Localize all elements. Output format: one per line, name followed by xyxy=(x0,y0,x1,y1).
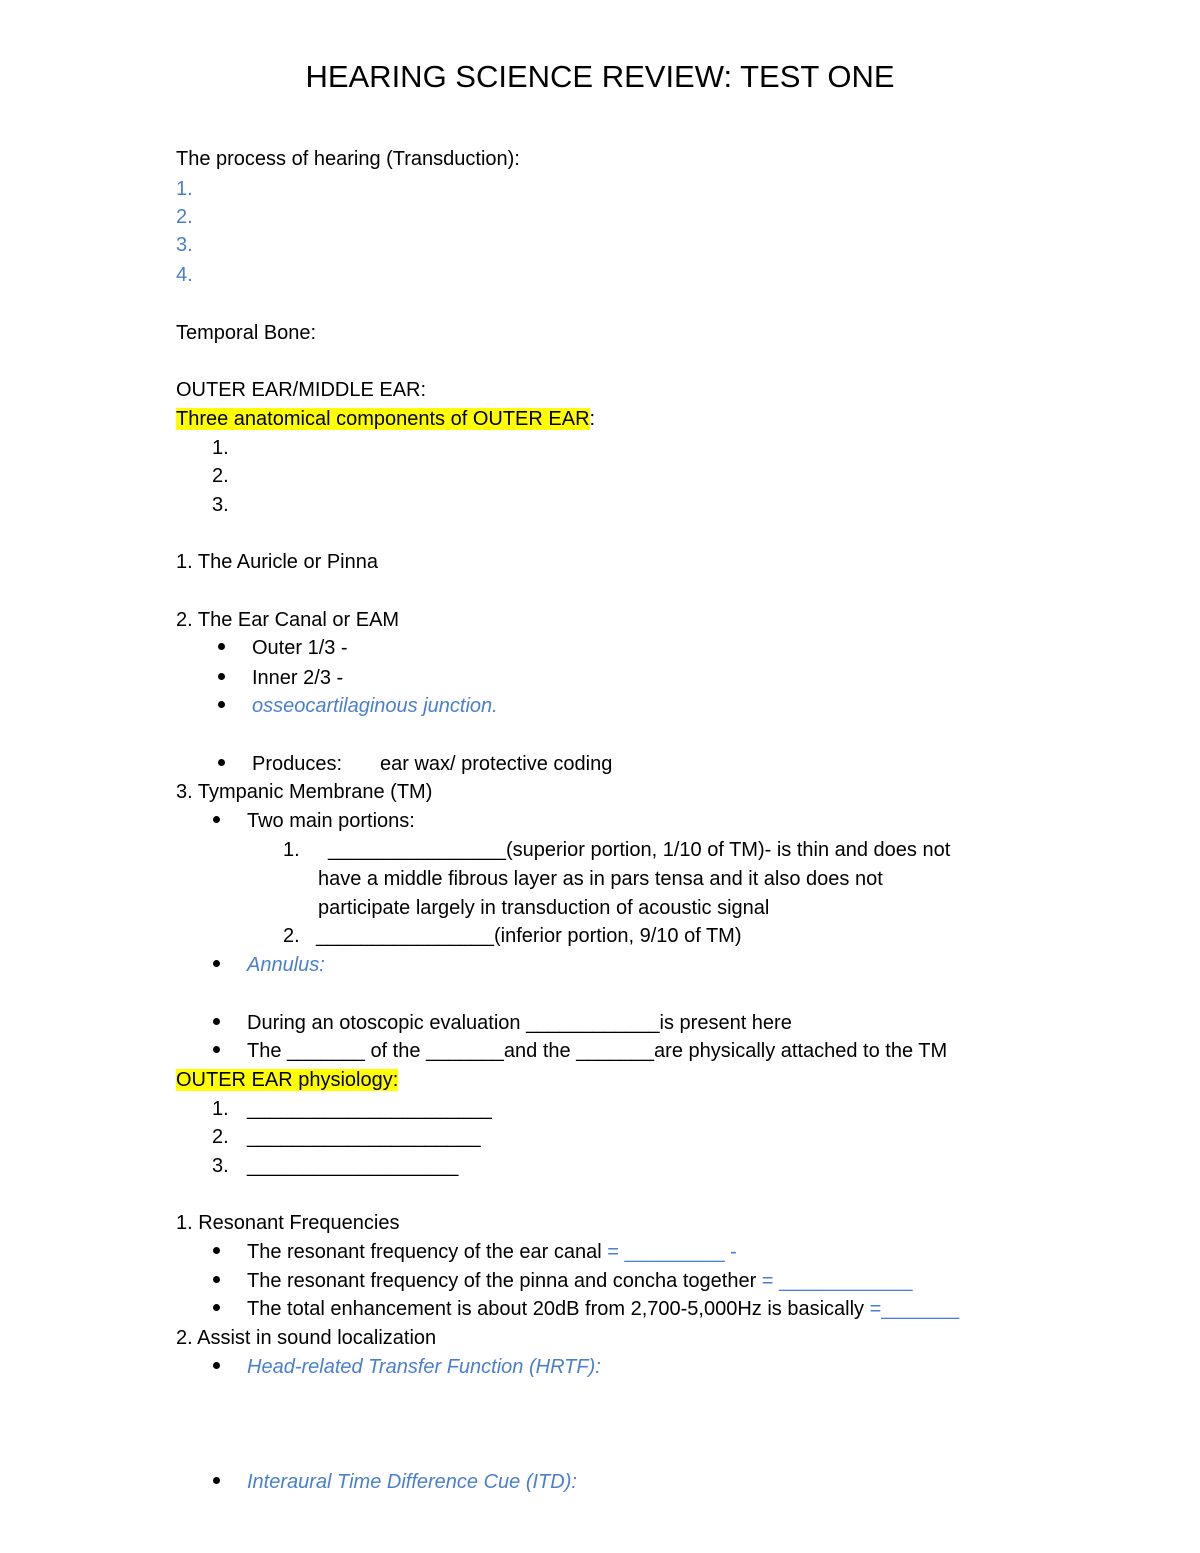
bullet-icon xyxy=(213,1018,220,1025)
process-item-1: 1. xyxy=(176,178,193,200)
process-item-3: 3. xyxy=(176,234,193,256)
outer-middle-heading: OUTER EAR/MIDDLE EAR: xyxy=(176,379,427,401)
portion-2-text: ________________(inferior portion, 9/10 of TM) xyxy=(316,925,742,947)
bullet-icon xyxy=(218,759,225,766)
bullet-icon xyxy=(213,960,220,967)
bullet-icon xyxy=(213,1362,220,1369)
component-item-1: 1. xyxy=(212,437,229,459)
process-item-4: 4. xyxy=(176,264,193,286)
process-heading: The process of hearing (Transduction): xyxy=(176,148,520,170)
otoscopic-evaluation: During an otoscopic evaluation ____________is present here xyxy=(247,1012,792,1034)
physiology-item-2-blank: _____________________ xyxy=(247,1126,481,1148)
localization-heading: 2. Assist in sound localization xyxy=(176,1327,437,1349)
portion-1-number: 1. xyxy=(283,839,300,861)
resonant-pinna-concha: The resonant frequency of the pinna and concha together = ____________ xyxy=(247,1270,913,1292)
process-item-2: 2. xyxy=(176,206,193,228)
portion-1-line-2: have a middle fibrous layer as in pars tensa and it also does not xyxy=(318,868,883,890)
portion-1-line-3: participate largely in transduction of acoustic signal xyxy=(318,897,770,919)
osseocartilaginous-junction: osseocartilaginous junction. xyxy=(252,695,498,717)
highlighted-text: OUTER EAR physiology: xyxy=(176,1069,399,1091)
page-title: HEARING SCIENCE REVIEW: TEST ONE xyxy=(305,59,895,94)
bullet-icon xyxy=(213,1477,220,1484)
temporal-bone-heading: Temporal Bone: xyxy=(176,322,317,344)
physiology-item-2-number: 2. xyxy=(212,1126,229,1148)
bullet-icon xyxy=(213,1304,220,1311)
produces-label: Produces: xyxy=(252,753,343,775)
two-portions: Two main portions: xyxy=(247,810,415,832)
bullet-icon xyxy=(218,643,225,650)
physiology-heading xyxy=(176,1068,398,1092)
hrtf: Head-related Transfer Function (HRTF): xyxy=(247,1356,601,1378)
physiology-item-3-number: 3. xyxy=(212,1155,229,1177)
portion-2-number: 2. xyxy=(283,925,300,947)
produces-value: ear wax/ protective coding xyxy=(380,753,613,775)
resonant-heading: 1. Resonant Frequencies xyxy=(176,1212,400,1234)
portion-1-line-1: ________________(superior portion, 1/10 of TM)- is thin and does not xyxy=(328,839,951,861)
bullet-icon xyxy=(218,701,225,708)
bullet-icon xyxy=(213,1046,220,1053)
outer-third: Outer 1/3 - xyxy=(252,637,348,659)
bullet-icon xyxy=(213,1247,220,1254)
physiology-item-1-blank: ______________________ xyxy=(247,1098,492,1120)
resonant-ear-canal: The resonant frequency of the ear canal = _________ - xyxy=(247,1241,737,1263)
ear-canal-heading: 2. The Ear Canal or EAM xyxy=(176,609,400,631)
bullet-icon xyxy=(213,1276,220,1283)
three-components-heading: Three anatomical components of OUTER EAR: xyxy=(176,408,596,430)
bullet-icon xyxy=(218,673,225,680)
inner-two-thirds: Inner 2/3 - xyxy=(252,667,344,689)
tympanic-heading: 3. Tympanic Membrane (TM) xyxy=(176,781,433,803)
total-enhancement: The total enhancement is about 20dB from 2,700-5,000Hz is basically =_______ xyxy=(247,1298,960,1320)
component-item-3: 3. xyxy=(212,494,229,516)
bullet-icon xyxy=(213,816,220,823)
physiology-item-1-number: 1. xyxy=(212,1098,229,1120)
itd: Interaural Time Difference Cue (ITD): xyxy=(247,1471,577,1493)
attached-to-tm: The _______ of the _______and the _______are physically attached to the TM xyxy=(247,1040,948,1062)
physiology-item-3-blank: ___________________ xyxy=(247,1155,459,1177)
highlighted-text: Three anatomical components of OUTER EAR xyxy=(176,408,590,430)
auricle-heading: 1. The Auricle or Pinna xyxy=(176,551,378,573)
component-item-2: 2. xyxy=(212,465,229,487)
annulus: Annulus: xyxy=(247,954,325,976)
